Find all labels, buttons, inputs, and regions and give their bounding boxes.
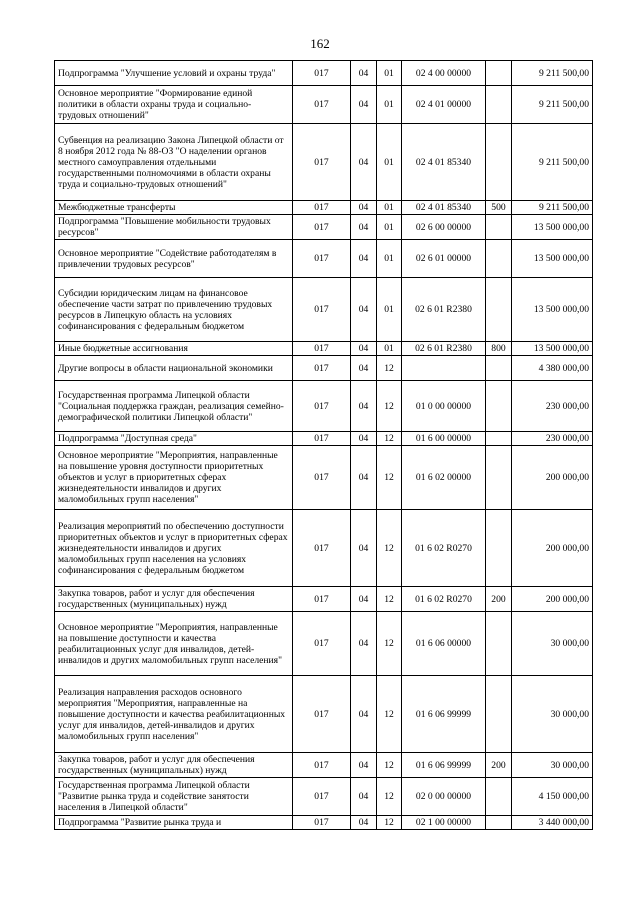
- item-name: Государственная программа Липецкой области "Социальная поддержка граждан, реализация семейно-демографической политики Липецкой области": [55, 381, 293, 432]
- table-row: [55, 816, 593, 830]
- table-row: [55, 201, 593, 215]
- amount: 200 000,00: [512, 510, 593, 587]
- section-code: 04: [351, 201, 377, 215]
- table-row: [55, 61, 593, 86]
- target-article-code: 01 6 00 00000: [402, 432, 486, 446]
- subsection-code: 01: [377, 240, 402, 278]
- item-name: Иные бюджетные ассигнования: [55, 342, 293, 356]
- table-row: [55, 612, 593, 676]
- expense-type-code: [486, 612, 512, 676]
- item-name: Другие вопросы в области национальной экономики: [55, 356, 293, 381]
- table-row: [55, 86, 593, 124]
- ministry-code: 017: [293, 201, 351, 215]
- section-code: 04: [351, 240, 377, 278]
- section-code: 04: [351, 778, 377, 816]
- expense-type-code: [486, 676, 512, 753]
- expense-type-code: [486, 816, 512, 830]
- section-code: 04: [351, 432, 377, 446]
- table-row: [55, 778, 593, 816]
- amount: 230 000,00: [512, 381, 593, 432]
- ministry-code: 017: [293, 612, 351, 676]
- target-article-code: 02 6 01 R2380: [402, 278, 486, 342]
- expense-type-code: [486, 86, 512, 124]
- subsection-code: 12: [377, 778, 402, 816]
- section-code: 04: [351, 381, 377, 432]
- table-row: [55, 446, 593, 510]
- target-article-code: 02 0 00 00000: [402, 778, 486, 816]
- subsection-code: 12: [377, 432, 402, 446]
- section-code: 04: [351, 124, 377, 201]
- ministry-code: 017: [293, 381, 351, 432]
- amount: 4 380 000,00: [512, 356, 593, 381]
- ministry-code: 017: [293, 587, 351, 612]
- subsection-code: 12: [377, 676, 402, 753]
- target-article-code: 02 6 01 R2380: [402, 342, 486, 356]
- table-row: [55, 124, 593, 201]
- subsection-code: 12: [377, 612, 402, 676]
- section-code: 04: [351, 587, 377, 612]
- expense-type-code: [486, 124, 512, 201]
- section-code: 04: [351, 510, 377, 587]
- expense-type-code: [486, 215, 512, 240]
- ministry-code: 017: [293, 446, 351, 510]
- subsection-code: 01: [377, 86, 402, 124]
- amount: 3 440 000,00: [512, 816, 593, 830]
- ministry-code: 017: [293, 61, 351, 86]
- expense-type-code: [486, 61, 512, 86]
- target-article-code: 01 0 00 00000: [402, 381, 486, 432]
- item-name: Государственная программа Липецкой области "Развитие рынка труда и содействие занятости населения в Липецкой области": [55, 778, 293, 816]
- target-article-code: 01 6 02 R0270: [402, 510, 486, 587]
- item-name: Основное мероприятие "Мероприятия, направленные на повышение уровня доступности приоритетных объектов и услуг в приоритетных сферах жизнедеятельности инвалидов и других маломобильных групп населения": [55, 446, 293, 510]
- expense-type-code: [486, 240, 512, 278]
- ministry-code: 017: [293, 356, 351, 381]
- target-article-code: 02 4 01 85340: [402, 124, 486, 201]
- section-code: 04: [351, 215, 377, 240]
- ministry-code: 017: [293, 86, 351, 124]
- target-article-code: 02 4 00 00000: [402, 61, 486, 86]
- ministry-code: 017: [293, 510, 351, 587]
- section-code: 04: [351, 278, 377, 342]
- subsection-code: 12: [377, 381, 402, 432]
- item-name: Подпрограмма "Улучшение условий и охраны труда": [55, 61, 293, 86]
- ministry-code: 017: [293, 342, 351, 356]
- item-name: Субсидии юридическим лицам на финансовое обеспечение части затрат по привлечению трудовых ресурсов в Липецкую область на условиях софинансирования с федеральным бюджетом: [55, 278, 293, 342]
- target-article-code: 02 4 01 85340: [402, 201, 486, 215]
- amount: 9 211 500,00: [512, 61, 593, 86]
- expense-type-code: [486, 510, 512, 587]
- item-name: Реализация мероприятий по обеспечению доступности приоритетных объектов и услуг в приоритетных сферах жизнедеятельности инвалидов и других маломобильных групп населения на условиях софинансирования с федеральным бюджетом: [55, 510, 293, 587]
- item-name: Основное мероприятие "Формирование единой политики в области охраны труда и социально-трудовых отношений": [55, 86, 293, 124]
- amount: 13 500 000,00: [512, 215, 593, 240]
- item-name: Реализация направления расходов основного мероприятия "Мероприятия, направленные на повышение доступности и качества реабилитационных услуг для инвалидов, детей-инвалидов и других маломобильных групп населения": [55, 676, 293, 753]
- expense-type-code: [486, 381, 512, 432]
- amount: 4 150 000,00: [512, 778, 593, 816]
- ministry-code: 017: [293, 278, 351, 342]
- subsection-code: 01: [377, 278, 402, 342]
- item-name: Основное мероприятие "Мероприятия, направленные на повышение доступности и качества реабилитационных услуг для инвалидов, детей-инвалидов и других маломобильных групп населения": [55, 612, 293, 676]
- subsection-code: 12: [377, 356, 402, 381]
- table-row: [55, 587, 593, 612]
- target-article-code: 02 6 01 00000: [402, 240, 486, 278]
- amount: 30 000,00: [512, 612, 593, 676]
- expense-type-code: 800: [486, 342, 512, 356]
- section-code: 04: [351, 816, 377, 830]
- subsection-code: 01: [377, 61, 402, 86]
- amount: 13 500 000,00: [512, 342, 593, 356]
- expense-type-code: 200: [486, 587, 512, 612]
- table-row: [55, 278, 593, 342]
- table-row: [55, 342, 593, 356]
- item-name: Основное мероприятие "Содействие работодателям в привлечении трудовых ресурсов": [55, 240, 293, 278]
- section-code: 04: [351, 342, 377, 356]
- amount: 9 211 500,00: [512, 201, 593, 215]
- subsection-code: 01: [377, 124, 402, 201]
- target-article-code: 02 6 00 00000: [402, 215, 486, 240]
- expense-type-code: 500: [486, 201, 512, 215]
- section-code: 04: [351, 356, 377, 381]
- expense-type-code: [486, 446, 512, 510]
- target-article-code: 01 6 06 99999: [402, 753, 486, 778]
- expense-type-code: [486, 356, 512, 381]
- table-row: [55, 356, 593, 381]
- page-number: 162: [310, 36, 330, 51]
- ministry-code: 017: [293, 215, 351, 240]
- item-name: Подпрограмма "Доступная среда": [55, 432, 293, 446]
- amount: 200 000,00: [512, 587, 593, 612]
- section-code: 04: [351, 753, 377, 778]
- subsection-code: 12: [377, 816, 402, 830]
- table-row: [55, 240, 593, 278]
- target-article-code: 02 1 00 00000: [402, 816, 486, 830]
- table-row: [55, 432, 593, 446]
- target-article-code: 01 6 02 R0270: [402, 587, 486, 612]
- item-name: Закупка товаров, работ и услуг для обеспечения государственных (муниципальных) нужд: [55, 587, 293, 612]
- item-name: Закупка товаров, работ и услуг для обеспечения государственных (муниципальных) нужд: [55, 753, 293, 778]
- section-code: 04: [351, 61, 377, 86]
- table-row: [55, 510, 593, 587]
- target-article-code: 02 4 01 00000: [402, 86, 486, 124]
- item-name: Субвенция на реализацию Закона Липецкой области от 8 ноября 2012 года № 88-ОЗ "О наделении органов местного самоуправления отдельными государственными полномочиями в области охраны труда и социально-трудовых отношений": [55, 124, 293, 201]
- target-article-code: 01 6 02 00000: [402, 446, 486, 510]
- subsection-code: 01: [377, 342, 402, 356]
- amount: 9 211 500,00: [512, 86, 593, 124]
- budget-table: [54, 60, 593, 830]
- amount: 30 000,00: [512, 676, 593, 753]
- ministry-code: 017: [293, 240, 351, 278]
- item-name: Подпрограмма "Развитие рынка труда и: [55, 816, 293, 830]
- subsection-code: 12: [377, 446, 402, 510]
- section-code: 04: [351, 86, 377, 124]
- table-row: [55, 676, 593, 753]
- subsection-code: 12: [377, 753, 402, 778]
- item-name: Подпрограмма "Повышение мобильности трудовых ресурсов": [55, 215, 293, 240]
- ministry-code: 017: [293, 778, 351, 816]
- expense-type-code: [486, 778, 512, 816]
- expense-type-code: [486, 278, 512, 342]
- table-row: [55, 381, 593, 432]
- section-code: 04: [351, 676, 377, 753]
- target-article-code: [402, 356, 486, 381]
- section-code: 04: [351, 446, 377, 510]
- subsection-code: 12: [377, 510, 402, 587]
- subsection-code: 12: [377, 587, 402, 612]
- ministry-code: 017: [293, 753, 351, 778]
- amount: 13 500 000,00: [512, 278, 593, 342]
- amount: 200 000,00: [512, 446, 593, 510]
- ministry-code: 017: [293, 816, 351, 830]
- expense-type-code: 200: [486, 753, 512, 778]
- section-code: 04: [351, 612, 377, 676]
- ministry-code: 017: [293, 676, 351, 753]
- target-article-code: 01 6 06 99999: [402, 676, 486, 753]
- amount: 9 211 500,00: [512, 124, 593, 201]
- table-row: [55, 753, 593, 778]
- amount: 30 000,00: [512, 753, 593, 778]
- item-name: Межбюджетные трансферты: [55, 201, 293, 215]
- amount: 230 000,00: [512, 432, 593, 446]
- subsection-code: 01: [377, 201, 402, 215]
- subsection-code: 01: [377, 215, 402, 240]
- amount: 13 500 000,00: [512, 240, 593, 278]
- ministry-code: 017: [293, 432, 351, 446]
- expense-type-code: [486, 432, 512, 446]
- table-row: [55, 215, 593, 240]
- ministry-code: 017: [293, 124, 351, 201]
- target-article-code: 01 6 06 00000: [402, 612, 486, 676]
